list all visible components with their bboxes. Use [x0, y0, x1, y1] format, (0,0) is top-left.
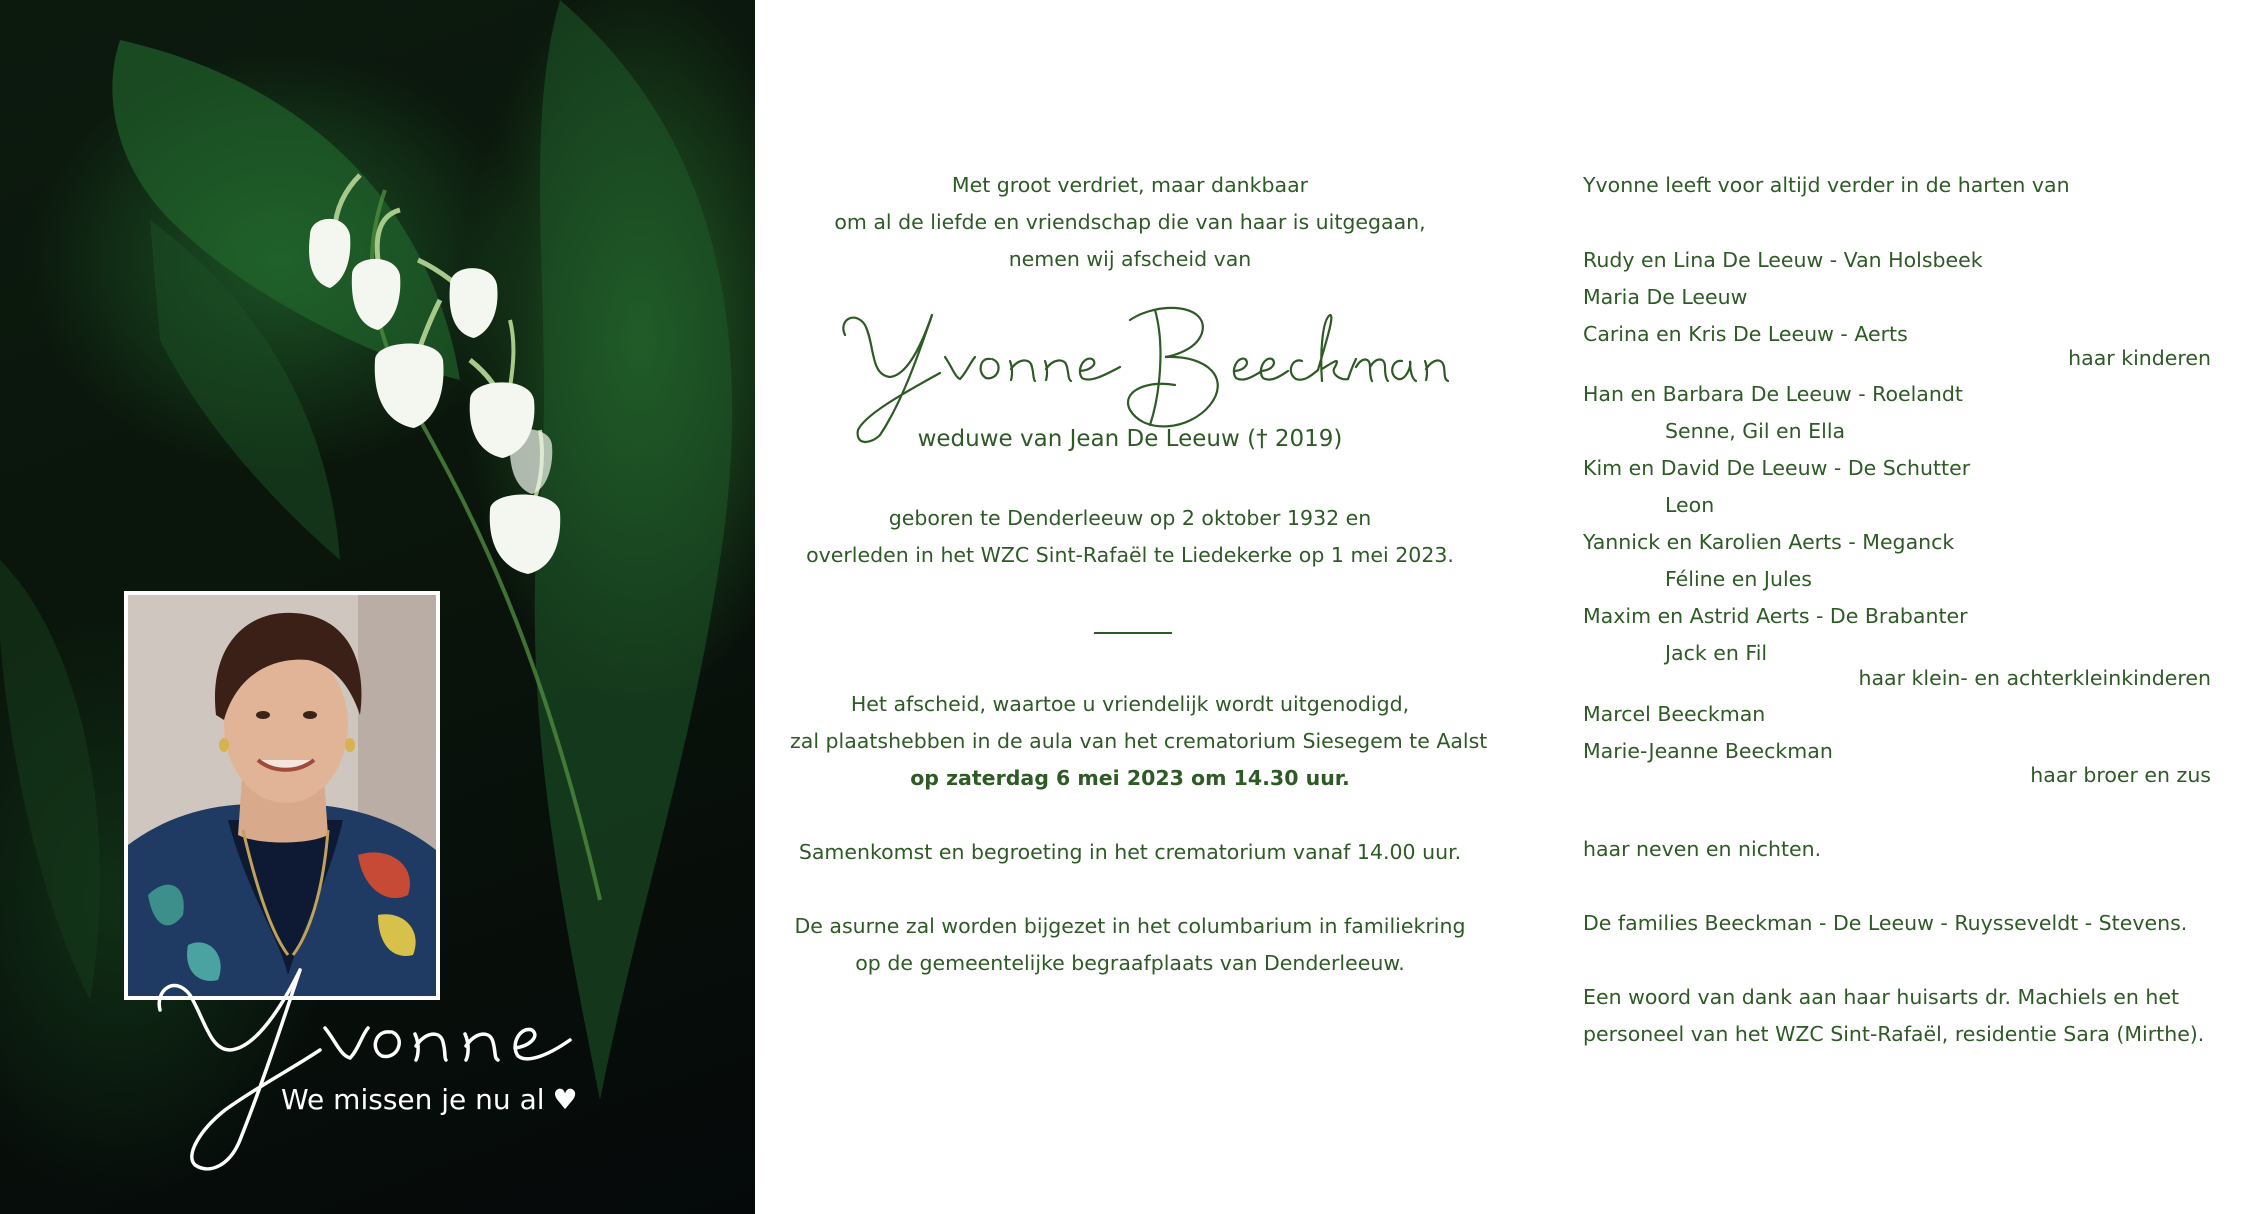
grandchild-name: Yannick en Karolien Aerts - Meganck [1583, 530, 1955, 554]
left-photo-panel [0, 0, 755, 1214]
urn-line: De asurne zal worden bijgezet in het columbarium in familiekring [794, 914, 1466, 938]
great-grandchild-names: Jack en Fil [1665, 641, 1768, 665]
cousins-line: haar neven en nichten. [1583, 837, 1822, 861]
great-grandchild-names: Leon [1665, 493, 1715, 517]
thanks-line: personeel van het WZC Sint-Rafaël, residentie Sara (Mirthe). [1583, 1022, 2205, 1046]
deceased-name-script [830, 295, 1450, 445]
grandchildren-role: haar klein- en achterkleinkinderen [1858, 666, 2211, 690]
gathering-line: Samenkomst en begroeting in het crematorium vanaf 14.00 uur. [798, 840, 1462, 864]
tagline [281, 1083, 578, 1116]
mourners-list [1583, 0, 2211, 1214]
thanks-line: Een woord van dank aan haar huisarts dr. Machiels en het [1583, 985, 2180, 1009]
divider-line [1094, 632, 1172, 634]
farewell-line: zal plaatshebben in de aula van het crematorium Siesegem te Aalst [790, 729, 1488, 753]
intro-line: Met groot verdriet, maar dankbaar [951, 173, 1309, 197]
farewell-text [790, 686, 1488, 982]
birth-death-text [790, 500, 1470, 574]
families-line: De families Beeckman - De Leeuw - Ruysseveldt - Stevens. [1583, 911, 2188, 935]
great-grandchild-names: Senne, Gil en Ella [1665, 419, 1846, 443]
farewell-line: Het afscheid, waartoe u vriendelijk wordt uitgenodigd, [850, 692, 1410, 716]
script-name-yvonne [150, 950, 610, 1190]
intro-line: nemen wij afscheid van [1008, 247, 1252, 271]
portrait-illustration [128, 595, 436, 996]
mourners-heading: Yvonne leeft voor altijd verder in de harten van [1583, 173, 2070, 197]
sibling-name: Marcel Beeckman [1583, 702, 1766, 726]
grandchild-name: Han en Barbara De Leeuw - Roelandt [1583, 382, 1963, 406]
great-grandchild-names: Féline en Jules [1665, 567, 1812, 591]
farewell-date: op zaterdag 6 mei 2023 om 14.30 uur. [910, 766, 1350, 790]
intro-line: om al de liefde en vriendschap die van haar is uitgegaan, [834, 210, 1426, 234]
heart-icon: ♥ [552, 1083, 578, 1116]
siblings-role: haar broer en zus [2030, 763, 2211, 787]
child-name: Carina en Kris De Leeuw - Aerts [1583, 322, 1908, 346]
death-line: overleden in het WZC Sint-Rafaël te Liedekerke op 1 mei 2023. [806, 543, 1454, 567]
child-name: Rudy en Lina De Leeuw - Van Holsbeek [1583, 248, 1983, 272]
tagline-text: We missen je nu al [281, 1083, 545, 1116]
spacer [790, 797, 1470, 834]
portrait-photo [124, 591, 440, 1000]
widow-of: weduwe van Jean De Leeuw († 2019) [917, 426, 1343, 452]
sibling-name: Marie-Jeanne Beeckman [1583, 739, 1833, 763]
child-name: Maria De Leeuw [1583, 285, 1748, 309]
grandchild-name: Maxim en Astrid Aerts - De Brabanter [1583, 604, 1968, 628]
grandchild-name: Kim en David De Leeuw - De Schutter [1583, 456, 1971, 480]
spacer [790, 871, 1470, 908]
urn-line: op de gemeentelijke begraafplaats van Denderleeuw. [855, 951, 1405, 975]
birth-line: geboren te Denderleeuw op 2 oktober 1932 en [888, 506, 1372, 530]
intro-text [790, 167, 1470, 278]
children-role: haar kinderen [2068, 346, 2211, 370]
